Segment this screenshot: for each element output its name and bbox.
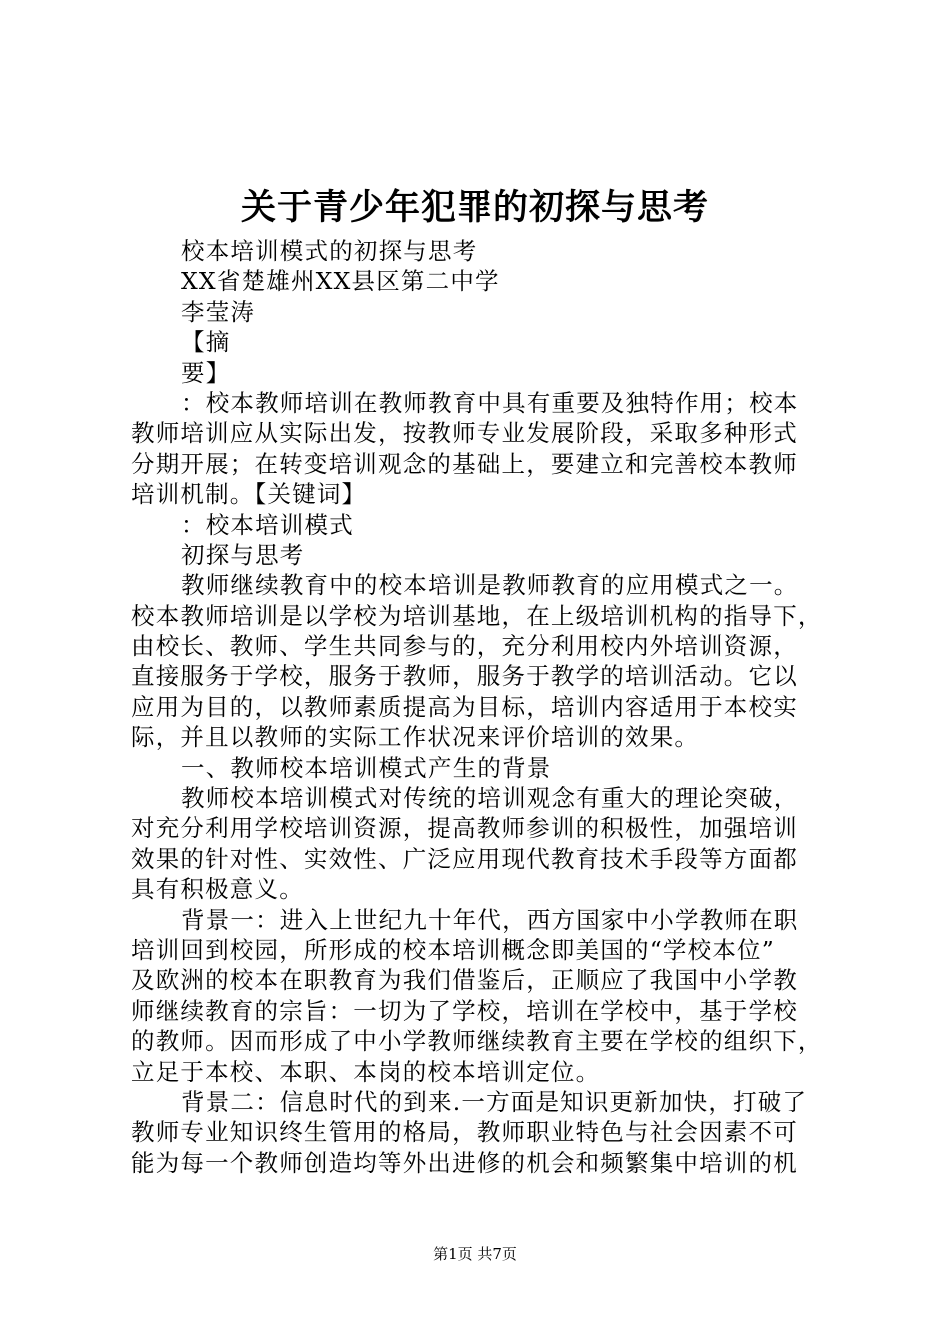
- body-line: 能为每一个教师创造均等外出进修的机会和频繁集中培训的机: [131, 1148, 798, 1177]
- document-body: [131, 236, 831, 1178]
- body-line: 背景二：信息时代的到来.一方面是知识更新加快，打破了: [181, 1087, 808, 1116]
- body-line: ：校本教师培训在教师教育中具有重要及独特作用；校本: [181, 388, 799, 417]
- body-line: 教师专业知识终生管用的格局，教师职业特色与社会因素不可: [131, 1118, 798, 1147]
- body-line: 要】: [181, 358, 231, 387]
- body-line: 应用为目的，以教师素质提高为目标，培训内容适用于本校实: [131, 692, 798, 721]
- body-line: 一、教师校本培训模式产生的背景: [181, 753, 552, 782]
- page-footer: 第1页 共7页: [433, 1245, 517, 1263]
- body-line: 教师继续教育中的校本培训是教师教育的应用模式之一。: [181, 571, 799, 600]
- body-line: 校本培训模式的初探与思考: [181, 237, 478, 265]
- body-line: 初探与思考: [181, 540, 305, 569]
- body-line: 教师培训应从实际出发，按教师专业发展阶段，采取多种形式: [131, 419, 798, 448]
- body-line: 培训机制。【关键词】: [131, 480, 367, 509]
- body-line: 分期开展；在转变培训观念的基础上，要建立和完善校本教师: [131, 449, 798, 478]
- body-line: 立足于本校、本职、本岗的校本培训定位。: [131, 1057, 601, 1086]
- body-line: 具有积极意义。: [131, 875, 304, 904]
- body-line: 教师校本培训模式对传统的培训观念有重大的理论突破，: [181, 784, 799, 813]
- body-line: ：校本培训模式: [181, 510, 354, 539]
- document-title: 关于青少年犯罪的初探与思考: [240, 187, 709, 228]
- body-line: 对充分利用学校培训资源，提高教师参训的积极性，加强培训: [131, 814, 798, 843]
- body-line: 师继续教育的宗旨：一切为了学校，培训在学校中，基于学校: [131, 996, 798, 1025]
- body-line: 由校长、教师、学生共同参与的，充分利用校内外培训资源，: [131, 632, 798, 661]
- body-line: 校本教师培训是以学校为培训基地，在上级培训机构的指导下，: [131, 601, 823, 630]
- body-line: 效果的针对性、实效性、广泛应用现代教育技术手段等方面都: [131, 844, 798, 873]
- body-line: 的教师。因而形成了中小学教师继续教育主要在学校的组织下，: [131, 1027, 823, 1056]
- body-line: 【摘: [181, 328, 231, 357]
- body-line: 及欧洲的校本在职教育为我们借鉴后，正顺应了我国中小学教: [131, 966, 798, 995]
- body-line: 直接服务于学校，服务于教师，服务于教学的培训活动。它以: [131, 662, 798, 691]
- body-line: 际，并且以教师的实际工作状况来评价培训的效果。: [131, 723, 700, 752]
- body-line: 培训回到校园，所形成的校本培训概念即美国的“学校本位”: [131, 935, 775, 964]
- body-line: XX省楚雄州XX县区第二中学: [181, 267, 500, 296]
- body-line: 背景一：进入上世纪九十年代，西方国家中小学教师在职: [181, 905, 799, 934]
- body-line: 李莹涛: [181, 297, 256, 326]
